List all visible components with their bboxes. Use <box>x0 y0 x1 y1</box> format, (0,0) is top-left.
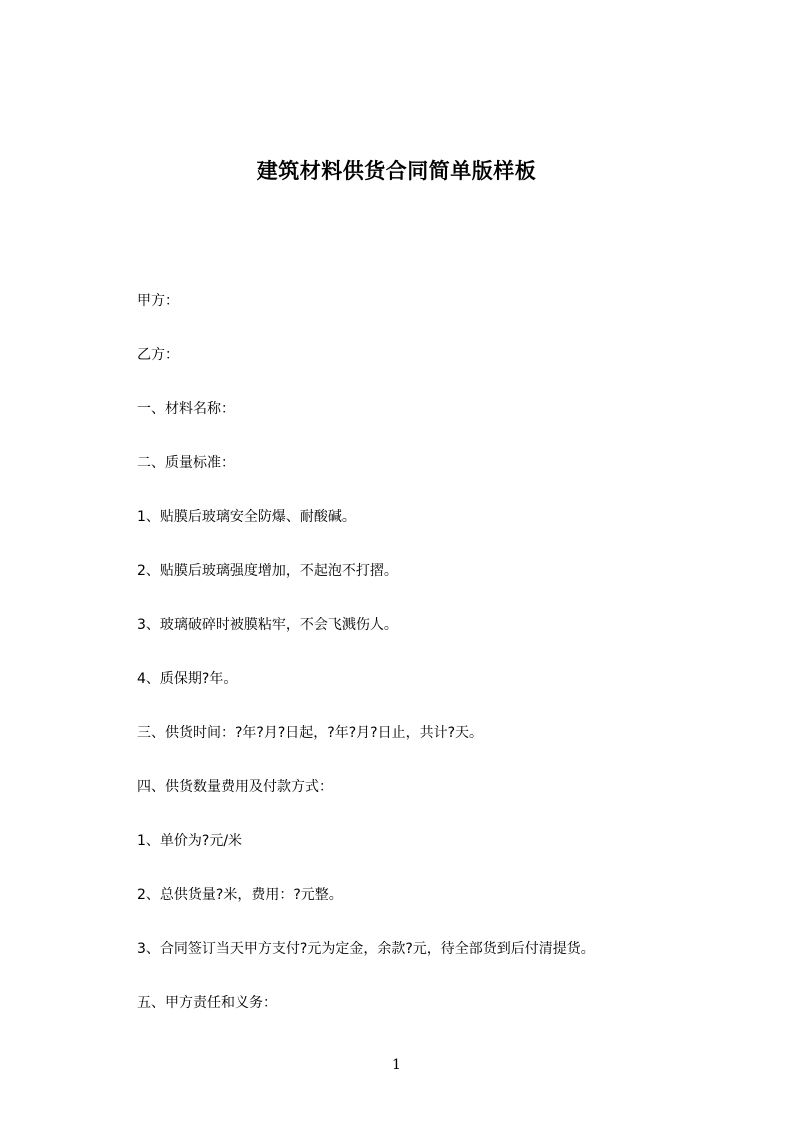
page-number: 1 <box>392 1057 401 1073</box>
quality-item-4: 4、质保期?年。 <box>137 671 238 687</box>
section-quantity-payment: 四、供货数量费用及付款方式： <box>137 779 333 795</box>
quality-item-3: 3、玻璃破碎时被膜粘牢，不会飞溅伤人。 <box>137 617 398 633</box>
section-quality-standard: 二、质量标准： <box>137 455 235 471</box>
party-a-line: 甲方： <box>137 293 179 309</box>
party-b-line: 乙方： <box>137 347 179 363</box>
section-party-a-duties: 五、甲方责任和义务： <box>137 995 277 1011</box>
section-supply-time: 三、供货时间：?年?月?日起，?年?月?日止，共计?天。 <box>137 725 484 741</box>
payment-item-2: 2、总供货量?米，费用：?元整。 <box>137 887 343 903</box>
document-title: 建筑材料供货合同简单版样板 <box>256 159 537 184</box>
quality-item-2: 2、贴膜后玻璃强度增加，不起泡不打摺。 <box>137 563 398 579</box>
payment-item-1: 1、单价为?元/米 <box>137 833 243 849</box>
quality-item-1: 1、贴膜后玻璃安全防爆、耐酸碱。 <box>137 509 356 525</box>
payment-item-3: 3、合同签订当天甲方支付?元为定金，余款?元，待全部货到后付清提货。 <box>137 941 595 957</box>
section-material-name: 一、材料名称： <box>137 401 235 417</box>
contract-body <box>137 289 737 1045</box>
